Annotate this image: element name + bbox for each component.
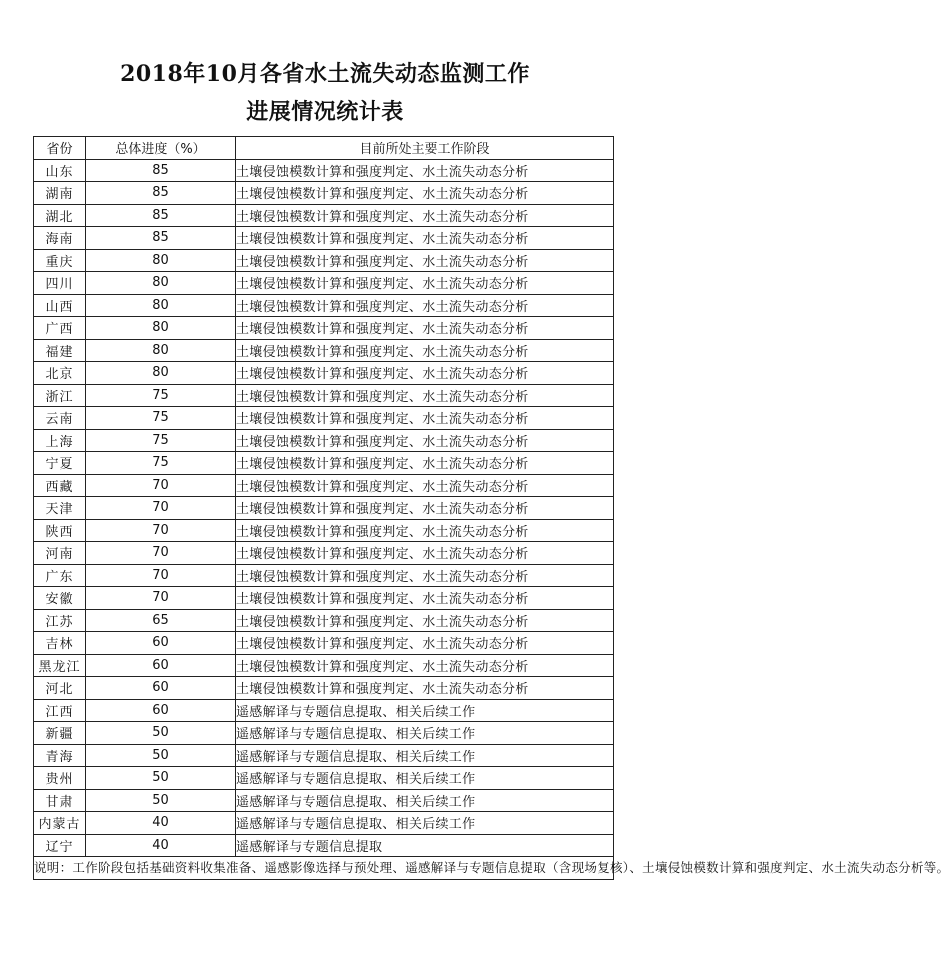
stage-cell: 土壤侵蚀模数计算和强度判定、水土流失动态分析 bbox=[236, 542, 614, 565]
progress-cell: 80 bbox=[86, 317, 236, 340]
province-cell: 安徽 bbox=[34, 587, 86, 610]
progress-cell: 70 bbox=[86, 542, 236, 565]
table-row bbox=[34, 294, 614, 317]
table-row bbox=[34, 587, 614, 610]
progress-cell: 65 bbox=[86, 609, 236, 632]
stage-cell: 土壤侵蚀模数计算和强度判定、水土流失动态分析 bbox=[236, 474, 614, 497]
progress-cell: 80 bbox=[86, 362, 236, 385]
note-row bbox=[34, 857, 614, 880]
table-row bbox=[34, 722, 614, 745]
table-row bbox=[34, 564, 614, 587]
province-cell: 甘肃 bbox=[34, 789, 86, 812]
province-cell: 吉林 bbox=[34, 632, 86, 655]
progress-cell: 60 bbox=[86, 699, 236, 722]
progress-cell: 85 bbox=[86, 159, 236, 182]
stage-cell: 土壤侵蚀模数计算和强度判定、水土流失动态分析 bbox=[236, 654, 614, 677]
stage-cell: 土壤侵蚀模数计算和强度判定、水土流失动态分析 bbox=[236, 317, 614, 340]
progress-cell: 70 bbox=[86, 474, 236, 497]
province-cell: 天津 bbox=[34, 497, 86, 520]
stage-cell: 土壤侵蚀模数计算和强度判定、水土流失动态分析 bbox=[236, 519, 614, 542]
province-cell: 广东 bbox=[34, 564, 86, 587]
table-row bbox=[34, 452, 614, 475]
stage-cell: 遥感解译与专题信息提取、相关后续工作 bbox=[236, 789, 614, 812]
province-cell: 山东 bbox=[34, 159, 86, 182]
progress-cell: 75 bbox=[86, 407, 236, 430]
province-cell: 广西 bbox=[34, 317, 86, 340]
progress-cell: 80 bbox=[86, 272, 236, 295]
progress-cell: 85 bbox=[86, 204, 236, 227]
table-row bbox=[34, 812, 614, 835]
stage-cell: 土壤侵蚀模数计算和强度判定、水土流失动态分析 bbox=[236, 429, 614, 452]
progress-cell: 50 bbox=[86, 744, 236, 767]
table-row bbox=[34, 159, 614, 182]
stage-cell: 土壤侵蚀模数计算和强度判定、水土流失动态分析 bbox=[236, 564, 614, 587]
header-stage: 目前所处主要工作阶段 bbox=[236, 137, 614, 160]
progress-cell: 80 bbox=[86, 249, 236, 272]
province-cell: 河北 bbox=[34, 677, 86, 700]
progress-cell: 50 bbox=[86, 767, 236, 790]
progress-cell: 75 bbox=[86, 429, 236, 452]
progress-cell: 80 bbox=[86, 294, 236, 317]
table-row bbox=[34, 632, 614, 655]
progress-cell: 60 bbox=[86, 632, 236, 655]
progress-cell: 75 bbox=[86, 452, 236, 475]
stage-cell: 土壤侵蚀模数计算和强度判定、水土流失动态分析 bbox=[236, 407, 614, 430]
table-row bbox=[34, 519, 614, 542]
progress-cell: 70 bbox=[86, 587, 236, 610]
table-row bbox=[34, 182, 614, 205]
header-progress: 总体进度（%） bbox=[86, 137, 236, 160]
progress-cell: 40 bbox=[86, 812, 236, 835]
stage-cell: 土壤侵蚀模数计算和强度判定、水土流失动态分析 bbox=[236, 272, 614, 295]
stage-cell: 土壤侵蚀模数计算和强度判定、水土流失动态分析 bbox=[236, 452, 614, 475]
stage-cell: 土壤侵蚀模数计算和强度判定、水土流失动态分析 bbox=[236, 249, 614, 272]
province-cell: 福建 bbox=[34, 339, 86, 362]
progress-cell: 60 bbox=[86, 677, 236, 700]
stage-cell: 土壤侵蚀模数计算和强度判定、水土流失动态分析 bbox=[236, 294, 614, 317]
table-row bbox=[34, 384, 614, 407]
stage-cell: 遥感解译与专题信息提取 bbox=[236, 834, 614, 857]
province-cell: 湖北 bbox=[34, 204, 86, 227]
table-row bbox=[34, 654, 614, 677]
stage-cell: 土壤侵蚀模数计算和强度判定、水土流失动态分析 bbox=[236, 339, 614, 362]
province-cell: 黑龙江 bbox=[34, 654, 86, 677]
progress-cell: 70 bbox=[86, 564, 236, 587]
province-cell: 云南 bbox=[34, 407, 86, 430]
table-row bbox=[34, 497, 614, 520]
table-row bbox=[34, 767, 614, 790]
progress-cell: 85 bbox=[86, 227, 236, 250]
province-cell: 新疆 bbox=[34, 722, 86, 745]
progress-cell: 75 bbox=[86, 384, 236, 407]
province-cell: 青海 bbox=[34, 744, 86, 767]
province-cell: 西藏 bbox=[34, 474, 86, 497]
province-cell: 四川 bbox=[34, 272, 86, 295]
table-row bbox=[34, 744, 614, 767]
province-cell: 陕西 bbox=[34, 519, 86, 542]
province-cell: 江苏 bbox=[34, 609, 86, 632]
province-cell: 山西 bbox=[34, 294, 86, 317]
province-cell: 江西 bbox=[34, 699, 86, 722]
stage-cell: 土壤侵蚀模数计算和强度判定、水土流失动态分析 bbox=[236, 677, 614, 700]
progress-table bbox=[33, 136, 949, 880]
province-cell: 湖南 bbox=[34, 182, 86, 205]
table-row bbox=[34, 204, 614, 227]
table-row bbox=[34, 542, 614, 565]
stage-cell: 土壤侵蚀模数计算和强度判定、水土流失动态分析 bbox=[236, 632, 614, 655]
progress-cell: 50 bbox=[86, 789, 236, 812]
table-row bbox=[34, 677, 614, 700]
province-cell: 内蒙古 bbox=[34, 812, 86, 835]
table-row bbox=[34, 339, 614, 362]
table-row bbox=[34, 249, 614, 272]
table-row bbox=[34, 699, 614, 722]
stage-cell: 遥感解译与专题信息提取、相关后续工作 bbox=[236, 744, 614, 767]
stage-cell: 土壤侵蚀模数计算和强度判定、水土流失动态分析 bbox=[236, 159, 614, 182]
stage-cell: 土壤侵蚀模数计算和强度判定、水土流失动态分析 bbox=[236, 497, 614, 520]
province-cell: 海南 bbox=[34, 227, 86, 250]
stage-cell: 土壤侵蚀模数计算和强度判定、水土流失动态分析 bbox=[236, 609, 614, 632]
table-row bbox=[34, 609, 614, 632]
stage-cell: 土壤侵蚀模数计算和强度判定、水土流失动态分析 bbox=[236, 204, 614, 227]
table-row bbox=[34, 474, 614, 497]
table-header-row bbox=[34, 137, 614, 160]
stage-cell: 遥感解译与专题信息提取、相关后续工作 bbox=[236, 767, 614, 790]
stage-cell: 遥感解译与专题信息提取、相关后续工作 bbox=[236, 699, 614, 722]
table-row bbox=[34, 407, 614, 430]
province-cell: 北京 bbox=[34, 362, 86, 385]
header-province: 省份 bbox=[34, 137, 86, 160]
progress-cell: 70 bbox=[86, 519, 236, 542]
table-row bbox=[34, 429, 614, 452]
table-row bbox=[34, 789, 614, 812]
title-line-1: 2018年10月各省水土流失动态监测工作 bbox=[120, 61, 530, 87]
province-cell: 重庆 bbox=[34, 249, 86, 272]
note-text: 说明：工作阶段包括基础资料收集准备、遥感影像选择与预处理、遥感解译与专题信息提取（含现场复核）、土壤侵蚀模数计算和强度判定、水土流失动态分析等。 bbox=[34, 857, 614, 880]
progress-cell: 85 bbox=[86, 182, 236, 205]
progress-cell: 50 bbox=[86, 722, 236, 745]
table-row bbox=[34, 272, 614, 295]
stage-cell: 土壤侵蚀模数计算和强度判定、水土流失动态分析 bbox=[236, 587, 614, 610]
province-cell: 宁夏 bbox=[34, 452, 86, 475]
province-cell: 辽宁 bbox=[34, 834, 86, 857]
table-row bbox=[34, 834, 614, 857]
province-cell: 贵州 bbox=[34, 767, 86, 790]
title-line-2: 进展情况统计表 bbox=[246, 99, 404, 125]
progress-cell: 40 bbox=[86, 834, 236, 857]
stage-cell: 土壤侵蚀模数计算和强度判定、水土流失动态分析 bbox=[236, 182, 614, 205]
stage-cell: 遥感解译与专题信息提取、相关后续工作 bbox=[236, 812, 614, 835]
stage-cell: 土壤侵蚀模数计算和强度判定、水土流失动态分析 bbox=[236, 384, 614, 407]
progress-cell: 80 bbox=[86, 339, 236, 362]
progress-cell: 60 bbox=[86, 654, 236, 677]
province-cell: 上海 bbox=[34, 429, 86, 452]
province-cell: 浙江 bbox=[34, 384, 86, 407]
stage-cell: 土壤侵蚀模数计算和强度判定、水土流失动态分析 bbox=[236, 362, 614, 385]
table-row bbox=[34, 317, 614, 340]
stage-cell: 土壤侵蚀模数计算和强度判定、水土流失动态分析 bbox=[236, 227, 614, 250]
table-row bbox=[34, 227, 614, 250]
table-row bbox=[34, 362, 614, 385]
stage-cell: 遥感解译与专题信息提取、相关后续工作 bbox=[236, 722, 614, 745]
province-cell: 河南 bbox=[34, 542, 86, 565]
progress-cell: 70 bbox=[86, 497, 236, 520]
